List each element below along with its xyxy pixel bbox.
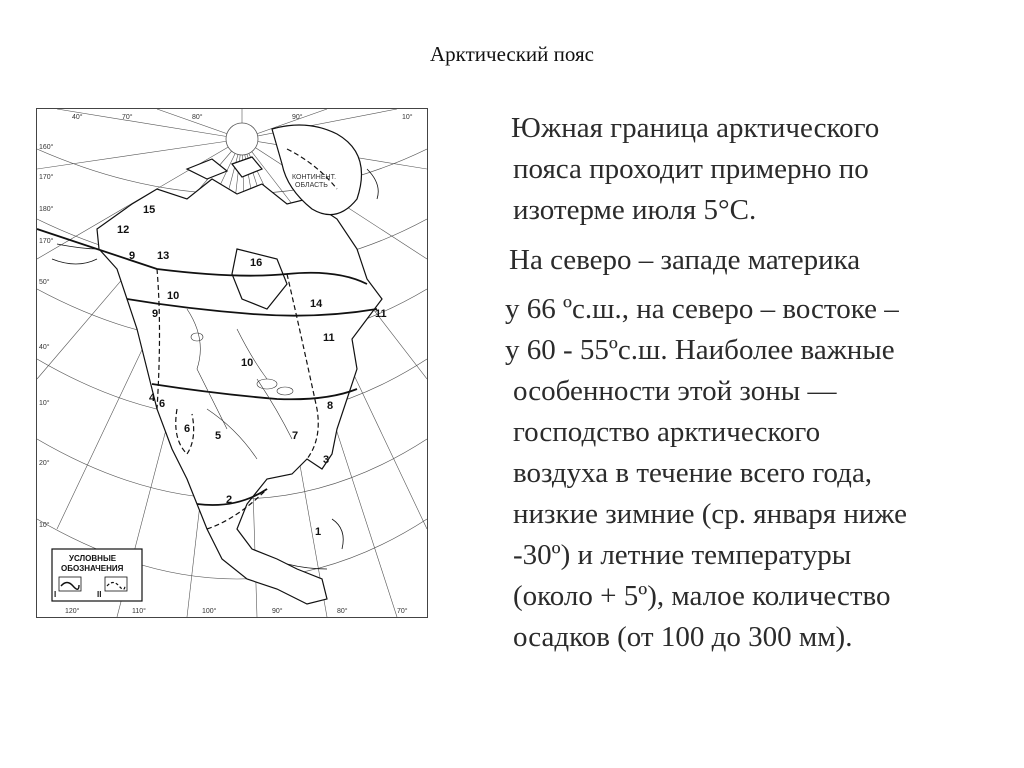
ticks-top (72, 113, 413, 121)
zone-number: 7 (292, 430, 299, 442)
svg-text:100°: 100° (202, 608, 217, 615)
zone-number: 11 (323, 332, 335, 344)
zone-number: 5 (215, 430, 222, 442)
zone-number: 3 (323, 454, 330, 466)
zone-number: 8 (327, 400, 334, 412)
svg-text:170°: 170° (39, 174, 54, 181)
svg-text:170°: 170° (39, 238, 54, 245)
svg-text:I: I (54, 590, 57, 599)
svg-text:40°: 40° (39, 344, 50, 351)
svg-text:10°: 10° (39, 400, 50, 407)
zone-number: 2 (226, 494, 233, 506)
zone-number: 1 (315, 526, 322, 538)
text-line: На северо – западе материка (509, 244, 861, 276)
text-line: низкие зимние (ср. января ниже (513, 498, 907, 530)
ticks-bottom (65, 607, 408, 615)
zone-number: 6 (159, 398, 166, 410)
text-line: господство арктического (513, 416, 821, 448)
svg-text:80°: 80° (337, 608, 348, 615)
svg-text:70°: 70° (397, 608, 408, 615)
svg-text:160°: 160° (39, 144, 54, 151)
svg-text:40°: 40° (72, 114, 83, 121)
svg-text:90°: 90° (292, 114, 303, 121)
text-line: осадков (от 100 до 300 мм). (513, 621, 853, 653)
text-line: Южная граница арктического (511, 112, 880, 144)
zone-number: 9 (152, 308, 159, 320)
text-line: изотерме июля 5°С. (513, 194, 757, 226)
zone-number: 14 (310, 298, 323, 310)
text-line: особенности этой зоны — (513, 375, 837, 407)
inset-label: КОНТИНЕНТ. (292, 174, 337, 181)
svg-text:90°: 90° (272, 608, 283, 615)
svg-text:II: II (97, 590, 102, 599)
map-legend (52, 549, 142, 601)
svg-text:70°: 70° (122, 114, 133, 121)
text-line: воздуха в течение всего года, (513, 457, 873, 489)
svg-text:50°: 50° (39, 279, 50, 286)
legend-title: ОБОЗНАЧЕНИЯ (61, 564, 124, 573)
ticks-left (39, 143, 54, 529)
text-line: (около + 5º), малое количество (513, 580, 891, 612)
zone-number: 16 (250, 257, 263, 269)
zone-number: 11 (375, 308, 387, 320)
zone-number: 9 (129, 250, 136, 262)
legend-title: УСЛОВНЫЕ (69, 554, 117, 563)
zone-number: 10 (241, 357, 254, 369)
svg-text:10°: 10° (39, 522, 50, 529)
zone-number: 15 (143, 204, 156, 216)
continent-outline (97, 125, 382, 604)
north-america-map-drawing (37, 109, 427, 617)
slide-title: Арктический пояс (430, 42, 594, 66)
svg-text:180°: 180° (39, 206, 54, 213)
svg-text:20°: 20° (39, 460, 50, 467)
svg-text:80°: 80° (192, 114, 203, 121)
climate-zones-map (36, 108, 428, 618)
text-line: у 66 ºс.ш., на северо – востоке – (505, 293, 899, 325)
svg-text:120°: 120° (65, 608, 80, 615)
zone-number: 13 (157, 250, 170, 262)
text-line: у 60 - 55ºс.ш. Наиболее важные (505, 334, 895, 366)
zone-number: 12 (117, 224, 130, 236)
svg-text:110°: 110° (132, 608, 146, 615)
svg-text:10°: 10° (402, 114, 413, 121)
zone-number: 10 (167, 290, 180, 302)
inset-label: ОБЛАСТЬ (295, 182, 328, 189)
zone-number: 6 (184, 423, 191, 435)
text-line: -30º) и летние температуры (513, 539, 852, 571)
text-line: пояса проходит примерно по (513, 153, 869, 185)
zone-number: 4 (149, 392, 156, 404)
